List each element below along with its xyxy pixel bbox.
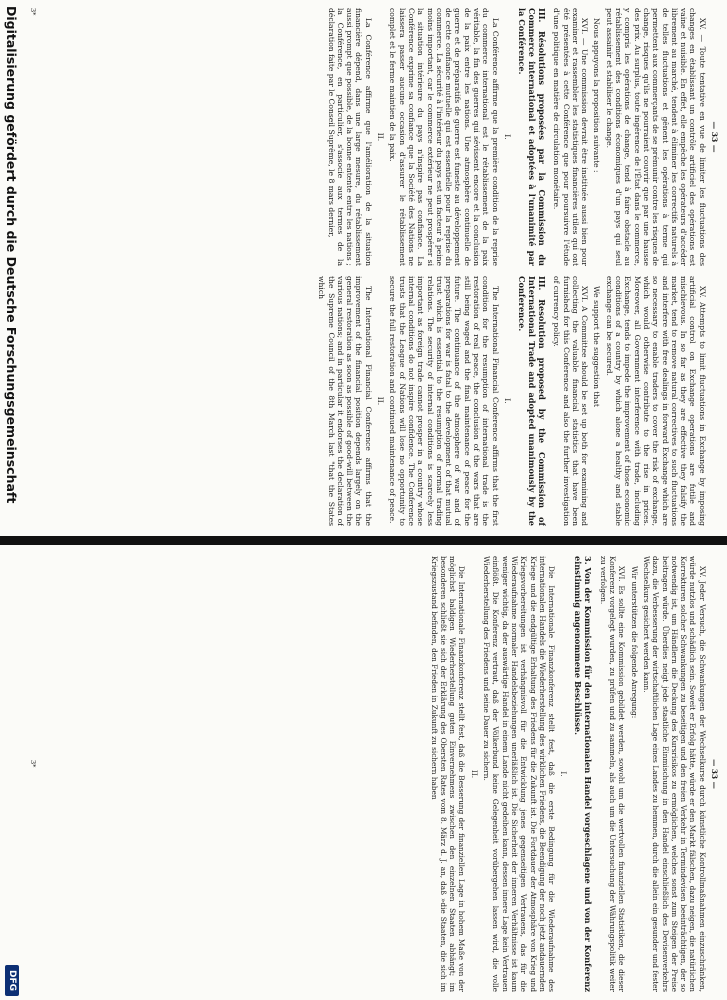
de-numeral-i: I. — [559, 771, 569, 777]
de-paragraph-xv: XV. Jeder Versuch, die Schwankungen der Wechselkurse durch künstliche Kontrollmaßnahmen einzuschränken, würde nutzlos und schädlich sein. Soweit er Erfolg hätte, würde er den Markt fälschen, dazu neigen, die natürlichen Korrekturen solcher Schwankungen zu beseitigen und den freien Verkehr in Termindevisen beeinträchtigen, der so notwendig ist, um Händlern die Deckung des Kursrisikos zu ermöglichen, welches sonst zum Steigen der Preise beitragen würde. Überdies neigt jede staatliche Einmischung in den Handel einschließlich des Devisenverkehrs dazu, die Verbesserung der wirtschaftlichen Lage eines Landes zu hemmen, durch die allein ein gesunder und fester Wechselkurs gesichert werden kann. — [641, 556, 707, 992]
de-paragraph-i: Die Internationale Finanzkonferenz stellt fest, daß die erste Bedingung für die Wiederaufnahme des internationalen Handels die Wiederherstellung des wirklichen Friedens, die Beendigung der noch jetzt andauernden Kriege und die endgültige Erhaltung des Friedens für die Zukunft ist. Die Fortdauer der Atmosphäre von Krieg und Kriegsvorbereitungen ist verhängnisvoll für die Entwicklung jenes gegenseitigen Vertrauens, das für die Wiederaufnahme normaler Handelsbeziehungen unerläßlich ist. Die Sicherheit der inneren Verhältnisse ist kaum weniger wichtig, da der auswärtige Handel in einem Lande nicht gedeihen kann, dessen innere Lage kein Vertrauen einflößt. Die Konferenz vertraut, daß der Völkerbund keine Gelegenheit vorübergehen lassen wird, die volle Wiederherstellung des Friedens und seine Dauer zu sichern. — [482, 556, 557, 992]
digitization-footer — [2, 0, 22, 1000]
en-paragraph-ii: The International Financial Conference affirms that the improvement of the financial position depends largely on the general restoration as soon as possible of good-will between the various nations; and in particular it endorses the declaration of the Supreme Council of the 8th March last "that the States which — [317, 276, 373, 526]
en-paragraph-xv: XV. Attempts to limit fluctuations in Exchange by imposing artificial control on Exchange operations are futile and mischievous. In so far as they are effective they falsify the market, tend to remove natural correctives to such fluctuations and interfere with free dealings in forward Exchange which are so necessary to enable traders to cover the risk of exchange, which would otherwise contribute to the rise in prices. Moreover, all Government interference with trade, including Exchange, tends to impede the improvement of those economic conditions of a country by which alone a healthy and stable exchange can be secured. — [604, 276, 707, 526]
en-paragraph-i: The International Financial Conference affirms that the first condition for the resumption of international trade is the restoration of real peace, the conclusion of the wars that are still being waged and the final maintenance of peace for the future. The continuance of the atmosphere of war and of preparations for war is fatal to the development of that mutual trust which is essential to the resumption of normal trading relations. The security of internal conditions is scarcely less important as foreign trade cannot prosper in a country whose internal conditions do not inspire confidence. The Conference trusts that the League of Nations will lose no opportunity to secure the full restoration and continued maintenance of peace. — [388, 276, 500, 526]
dfg-logo-icon: DFG — [5, 965, 19, 996]
de-paragraph-ii: Die Internationale Finanzkonferenz stellt fest, daß die Besserung der finanziellen Lage in hohem Maße von der möglichst baldigen Wiederherstellung guten Einvernehmens zwischen den einzelnen Staaten abhängt; im besonderen schließt sie sich der Erklärung des Obersten Rates vom 8. März d. J. an, daß »die Staaten, die sich im Kriegszustand befinden, den Frieden in Zukunft zu sichern haben — [429, 556, 467, 992]
column-french — [29, 8, 719, 266]
page-divider — [0, 536, 727, 545]
en-numeral-ii: II. — [376, 396, 386, 406]
column-german — [29, 556, 719, 992]
en-numeral-i: I. — [502, 398, 512, 404]
de-paragraph-xvi: XVI. Es sollte eine Kommission gebildet werden, sowohl um die wertvollen finanziellen Statistiken, die dieser Konferenz vorgelegt wurden, zu prüfen und zu sammeln, als auch um die Untersuchung der Währungspolitik weiter zu verfolgen. — [598, 556, 627, 992]
de-paragraph-wir: Wir unterstützen die folgende Anregung: — [629, 566, 639, 719]
fr-paragraph-i: La Conférence affirme que la première condition de la reprise du commerce international est le rétablissement de la paix véritable, la fin des guerres qui sévissent encore et la conclusion de la paix entre les nations. Une atmosphère continuelle de guerre et de préparatifs de guerre est funeste au développement de cette confiance mutuelle qui est essentielle pour la reprise du commerce. La sécurité à l'intérieur du pays est un facteur à peine moins important, car le commerce extérieur ne peut prospérer si la situation intérieure du pays n'inspire pas confiance. La Conférence exprime sa confiance que la Société des Nations ne laissera passer aucune occasion d'assurer le rétablissement complet et le ferme maintien de la paix. — [388, 8, 500, 266]
column-english — [29, 276, 719, 526]
running-head-right: — 33 — — [710, 759, 719, 789]
folio-right: 3* — [29, 760, 37, 768]
fr-paragraph-ii: La Conférence affirme que l'amélioration de la situation financière dépend, dans une large mesure, du rétablissement aussi prompt que possible, de la bonne entente entre les nations ; la Conférence, en particulier, s'associe aux termes de la déclaration faite par le Conseil Suprême, le 8 mars dernier, — [326, 8, 373, 266]
fr-paragraph-nous: Nous appuyons la proposition suivante : — [592, 18, 602, 173]
fr-numeral-i: I. — [502, 134, 512, 140]
fr-paragraph-xvi: XVI. — Une commission devrait être instituée aussi bien pour examiner et rassembler les statistiques financières utiles qui ont été présentées à cette Conférence que pour poursuivre l'étude d'une politique en matière de circulation monétaire. — [552, 8, 590, 266]
footer-credit-text: Digitalisierung gefördert durch die Deutsche Forschungsgemeinschaft — [4, 6, 20, 504]
de-section-heading: 3. Von der Kommission für den internationalen Handel vorgeschlagene und von der Konferenz einstimmig angenommene Beschlüsse. — [573, 556, 594, 992]
folio-left: 3* — [29, 8, 37, 16]
fr-section-heading: III. Résolutions proposées par la Commission du Commerce international et adoptées à l'unanimité par la Conférence. — [516, 8, 547, 266]
de-numeral-ii: II. — [469, 769, 479, 779]
fr-numeral-ii: II. — [376, 132, 386, 142]
en-section-heading: III. Resolution proposed by the Commission of International Trade and adopted unanimously by the Conference. — [516, 276, 547, 526]
fr-paragraph-xv: XV. — Toute tentative en vue de limiter les fluctuations des changes en établissant un contrôle artificiel des opérations est vaine et nuisible. En effet, elle empêche les opérateurs d'accéder librement au marché, tendent à éliminer les correctifs naturels à de telles fluctuations et gênent les opérations à terme qui permettent aux commerçants de se prémunir contre les risques de change, risques qu'ils ne pourraient couvrir que par une hausse des prix. Au surplus, toute ingérence de l'État dans le commerce, y compris les opérations de change, tend à faire obstacle au rétablissement des conditions économiques d'un pays qui seul peut assainir et stabiliser le change. — [604, 8, 707, 266]
running-head-left: — 33 — — [710, 121, 719, 153]
en-paragraph-we: We support the suggestion that — [592, 286, 602, 407]
en-paragraph-xvi: XVI. A Committee should be set up both for examining and collecting the valuable financial statistics that have been furnished for this Conference and also the further investigation of currency policy. — [552, 276, 590, 526]
